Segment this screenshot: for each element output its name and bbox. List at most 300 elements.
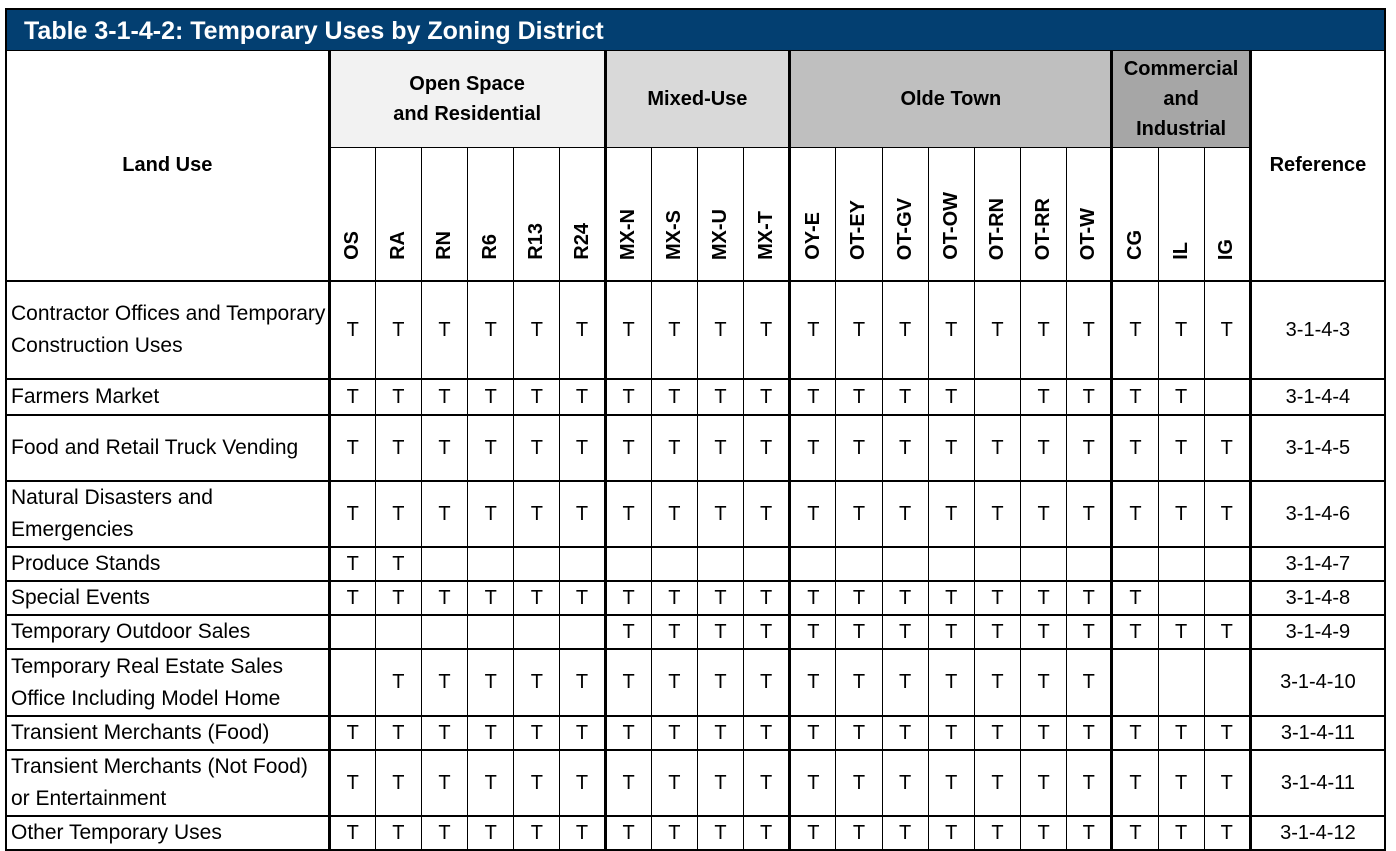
zone-code: R13 xyxy=(525,223,548,260)
permission-cell: T xyxy=(651,649,697,716)
permission-cell: T xyxy=(882,581,928,615)
land-use-cell: Transient Merchants (Food) xyxy=(6,716,329,750)
permission-cell: T xyxy=(468,649,514,716)
reference-cell: 3-1-4-12 xyxy=(1250,816,1385,850)
permission-cell xyxy=(421,615,467,649)
permission-cell: T xyxy=(1021,281,1067,379)
permission-cell: T xyxy=(375,379,421,415)
table-row xyxy=(6,415,1385,481)
permission-cell: T xyxy=(1112,581,1158,615)
permission-cell: T xyxy=(514,716,560,750)
permission-cell: T xyxy=(651,415,697,481)
permission-cell: T xyxy=(651,750,697,816)
permission-cell: T xyxy=(1204,615,1250,649)
permission-cell: T xyxy=(468,281,514,379)
zone-header xyxy=(514,148,560,282)
permission-cell: T xyxy=(605,481,651,547)
permission-cell: T xyxy=(375,816,421,850)
permission-cell: T xyxy=(836,281,882,379)
permission-cell: T xyxy=(928,615,974,649)
permission-cell: T xyxy=(1112,281,1158,379)
permission-cell: T xyxy=(744,281,790,379)
zone-code: MX-U xyxy=(708,208,731,260)
reference-cell: 3-1-4-8 xyxy=(1250,581,1385,615)
permission-cell: T xyxy=(928,415,974,481)
permission-cell: T xyxy=(1067,816,1112,850)
permission-cell: T xyxy=(790,281,836,379)
permission-cell: T xyxy=(697,581,743,615)
group-header-olde-town: Olde Town xyxy=(790,51,1112,148)
permission-cell: T xyxy=(329,281,375,379)
permission-cell: T xyxy=(421,649,467,716)
permission-cell: T xyxy=(1067,281,1112,379)
permission-cell: T xyxy=(882,379,928,415)
permission-cell: T xyxy=(514,415,560,481)
permission-cell: T xyxy=(744,379,790,415)
zone-header xyxy=(1204,148,1250,282)
permission-cell: T xyxy=(1112,750,1158,816)
permission-cell: T xyxy=(744,816,790,850)
permission-cell: T xyxy=(836,716,882,750)
zoning-table-container xyxy=(5,8,1386,844)
permission-cell: T xyxy=(928,379,974,415)
permission-cell: T xyxy=(882,750,928,816)
permission-cell: T xyxy=(375,281,421,379)
zone-header xyxy=(605,148,651,282)
table-row xyxy=(6,379,1385,415)
zone-header xyxy=(329,148,375,282)
permission-cell: T xyxy=(514,649,560,716)
table-row xyxy=(6,649,1385,716)
permission-cell: T xyxy=(375,750,421,816)
reference-cell: 3-1-4-11 xyxy=(1250,750,1385,816)
permission-cell: T xyxy=(605,750,651,816)
reference-header: Reference xyxy=(1250,51,1385,282)
permission-cell xyxy=(1204,547,1250,581)
permission-cell: T xyxy=(928,816,974,850)
permission-cell: T xyxy=(1158,481,1204,547)
permission-cell xyxy=(1158,581,1204,615)
land-use-header: Land Use xyxy=(6,51,329,282)
permission-cell: T xyxy=(836,750,882,816)
permission-cell: T xyxy=(697,750,743,816)
permission-cell: T xyxy=(836,415,882,481)
reference-cell: 3-1-4-11 xyxy=(1250,716,1385,750)
permission-cell: T xyxy=(790,750,836,816)
permission-cell: T xyxy=(560,716,605,750)
land-use-cell: Food and Retail Truck Vending xyxy=(6,415,329,481)
zone-header xyxy=(560,148,605,282)
permission-cell: T xyxy=(605,615,651,649)
permission-cell: T xyxy=(1204,816,1250,850)
permission-cell xyxy=(468,615,514,649)
permission-cell: T xyxy=(605,379,651,415)
land-use-cell: Contractor Offices and Temporary Construction Uses xyxy=(6,281,329,379)
permission-cell xyxy=(421,547,467,581)
temporary-uses-table xyxy=(5,50,1386,851)
permission-cell: T xyxy=(882,615,928,649)
permission-cell: T xyxy=(421,581,467,615)
permission-cell xyxy=(836,547,882,581)
zone-header xyxy=(1158,148,1204,282)
permission-cell: T xyxy=(1021,481,1067,547)
permission-cell: T xyxy=(974,281,1020,379)
zone-code: R24 xyxy=(570,223,593,260)
zone-code: RA xyxy=(386,231,409,260)
zone-header xyxy=(1112,148,1158,282)
permission-cell: T xyxy=(329,415,375,481)
permission-cell xyxy=(744,547,790,581)
permission-cell: T xyxy=(836,649,882,716)
permission-cell: T xyxy=(514,481,560,547)
permission-cell: T xyxy=(744,481,790,547)
reference-cell: 3-1-4-4 xyxy=(1250,379,1385,415)
zone-header xyxy=(882,148,928,282)
reference-cell: 3-1-4-10 xyxy=(1250,649,1385,716)
permission-cell: T xyxy=(560,581,605,615)
permission-cell xyxy=(329,649,375,716)
permission-cell: T xyxy=(1067,716,1112,750)
permission-cell: T xyxy=(744,615,790,649)
zone-header xyxy=(468,148,514,282)
permission-cell: T xyxy=(514,281,560,379)
zone-code: CG xyxy=(1123,230,1146,260)
land-use-cell: Transient Merchants (Not Food) or Entertainment xyxy=(6,750,329,816)
permission-cell: T xyxy=(1112,615,1158,649)
permission-cell: T xyxy=(1021,716,1067,750)
permission-cell: T xyxy=(514,816,560,850)
permission-cell: T xyxy=(1021,750,1067,816)
zone-code: OT-RN xyxy=(985,197,1008,260)
permission-cell: T xyxy=(375,649,421,716)
permission-cell: T xyxy=(560,379,605,415)
permission-cell: T xyxy=(375,547,421,581)
permission-cell: T xyxy=(836,615,882,649)
permission-cell: T xyxy=(375,415,421,481)
table-row xyxy=(6,716,1385,750)
permission-cell: T xyxy=(605,716,651,750)
permission-cell: T xyxy=(1158,750,1204,816)
permission-cell xyxy=(1112,649,1158,716)
permission-cell xyxy=(928,547,974,581)
permission-cell: T xyxy=(651,581,697,615)
zone-header xyxy=(375,148,421,282)
permission-cell: T xyxy=(790,481,836,547)
permission-cell: T xyxy=(697,379,743,415)
permission-cell: T xyxy=(744,649,790,716)
permission-cell xyxy=(329,615,375,649)
permission-cell xyxy=(1067,547,1112,581)
permission-cell: T xyxy=(928,649,974,716)
permission-cell: T xyxy=(697,816,743,850)
permission-cell: T xyxy=(928,581,974,615)
table-body xyxy=(6,281,1385,850)
land-use-cell: Temporary Real Estate Sales Office Including Model Home xyxy=(6,649,329,716)
permission-cell: T xyxy=(790,716,836,750)
reference-cell: 3-1-4-6 xyxy=(1250,481,1385,547)
permission-cell: T xyxy=(790,649,836,716)
permission-cell: T xyxy=(1021,615,1067,649)
permission-cell xyxy=(651,547,697,581)
zone-code: OS xyxy=(341,231,364,260)
permission-cell: T xyxy=(1204,481,1250,547)
zone-header xyxy=(651,148,697,282)
zone-code: OT-GV xyxy=(893,197,916,260)
zone-code: MX-S xyxy=(662,210,685,260)
zone-code: RN xyxy=(433,231,456,260)
land-use-cell: Special Events xyxy=(6,581,329,615)
table-header xyxy=(6,51,1385,282)
permission-cell: T xyxy=(468,816,514,850)
table-row xyxy=(6,615,1385,649)
permission-cell xyxy=(514,547,560,581)
group-header-mixed-use: Mixed-Use xyxy=(605,51,790,148)
permission-cell: T xyxy=(329,379,375,415)
table-row xyxy=(6,816,1385,850)
zone-header xyxy=(744,148,790,282)
permission-cell: T xyxy=(560,281,605,379)
permission-cell: T xyxy=(882,716,928,750)
group-header-commercial-industrial: Commercial and Industrial xyxy=(1112,51,1250,148)
permission-cell: T xyxy=(421,716,467,750)
permission-cell: T xyxy=(1067,750,1112,816)
permission-cell: T xyxy=(1158,816,1204,850)
permission-cell: T xyxy=(836,481,882,547)
permission-cell: T xyxy=(744,415,790,481)
permission-cell: T xyxy=(882,481,928,547)
permission-cell: T xyxy=(1112,379,1158,415)
permission-cell: T xyxy=(651,716,697,750)
land-use-cell: Temporary Outdoor Sales xyxy=(6,615,329,649)
permission-cell: T xyxy=(790,615,836,649)
permission-cell: T xyxy=(560,415,605,481)
permission-cell: T xyxy=(697,281,743,379)
zone-code: OT-EY xyxy=(847,199,870,260)
zone-code: IG xyxy=(1215,238,1238,260)
permission-cell: T xyxy=(1112,816,1158,850)
permission-cell: T xyxy=(421,816,467,850)
reference-cell: 3-1-4-3 xyxy=(1250,281,1385,379)
permission-cell: T xyxy=(651,816,697,850)
permission-cell xyxy=(882,547,928,581)
permission-cell: T xyxy=(697,481,743,547)
permission-cell: T xyxy=(329,581,375,615)
permission-cell: T xyxy=(697,716,743,750)
permission-cell: T xyxy=(1204,281,1250,379)
permission-cell: T xyxy=(928,716,974,750)
permission-cell: T xyxy=(836,816,882,850)
permission-cell xyxy=(1204,581,1250,615)
land-use-cell: Natural Disasters and Emergencies xyxy=(6,481,329,547)
permission-cell: T xyxy=(560,649,605,716)
permission-cell: T xyxy=(836,581,882,615)
land-use-cell: Produce Stands xyxy=(6,547,329,581)
permission-cell: T xyxy=(974,581,1020,615)
permission-cell: T xyxy=(421,281,467,379)
permission-cell: T xyxy=(605,816,651,850)
permission-cell xyxy=(375,615,421,649)
permission-cell: T xyxy=(468,379,514,415)
permission-cell: T xyxy=(1021,816,1067,850)
permission-cell: T xyxy=(1021,649,1067,716)
permission-cell: T xyxy=(744,716,790,750)
zone-header xyxy=(790,148,836,282)
permission-cell: T xyxy=(744,581,790,615)
permission-cell xyxy=(1158,649,1204,716)
zone-code: OT-OW xyxy=(939,192,962,260)
zone-header xyxy=(836,148,882,282)
permission-cell: T xyxy=(421,481,467,547)
permission-cell xyxy=(560,547,605,581)
permission-cell: T xyxy=(974,816,1020,850)
permission-cell xyxy=(974,379,1020,415)
permission-cell xyxy=(605,547,651,581)
permission-cell: T xyxy=(375,716,421,750)
permission-cell: T xyxy=(1204,750,1250,816)
permission-cell: T xyxy=(790,379,836,415)
permission-cell: T xyxy=(974,481,1020,547)
permission-cell: T xyxy=(468,481,514,547)
zone-header xyxy=(697,148,743,282)
permission-cell xyxy=(1158,547,1204,581)
zone-code: R6 xyxy=(479,234,502,260)
permission-cell: T xyxy=(882,816,928,850)
permission-cell: T xyxy=(790,415,836,481)
permission-cell: T xyxy=(790,816,836,850)
permission-cell xyxy=(468,547,514,581)
permission-cell: T xyxy=(697,649,743,716)
permission-cell: T xyxy=(514,581,560,615)
permission-cell: T xyxy=(605,281,651,379)
permission-cell: T xyxy=(882,281,928,379)
permission-cell: T xyxy=(928,281,974,379)
permission-cell: T xyxy=(421,415,467,481)
permission-cell: T xyxy=(1067,615,1112,649)
permission-cell: T xyxy=(514,750,560,816)
permission-cell: T xyxy=(329,816,375,850)
permission-cell: T xyxy=(1112,716,1158,750)
permission-cell xyxy=(1204,649,1250,716)
permission-cell: T xyxy=(697,415,743,481)
permission-cell xyxy=(697,547,743,581)
permission-cell: T xyxy=(329,716,375,750)
zone-code: IL xyxy=(1169,242,1192,260)
permission-cell: T xyxy=(974,615,1020,649)
reference-cell: 3-1-4-9 xyxy=(1250,615,1385,649)
permission-cell: T xyxy=(468,716,514,750)
zone-header xyxy=(421,148,467,282)
permission-cell: T xyxy=(1067,415,1112,481)
table-row xyxy=(6,481,1385,547)
permission-cell: T xyxy=(560,816,605,850)
table-row xyxy=(6,750,1385,816)
permission-cell: T xyxy=(1067,379,1112,415)
zone-code: OY-E xyxy=(801,212,824,260)
table-row xyxy=(6,547,1385,581)
permission-cell: T xyxy=(329,481,375,547)
permission-cell: T xyxy=(468,581,514,615)
reference-cell: 3-1-4-5 xyxy=(1250,415,1385,481)
permission-cell: T xyxy=(1158,379,1204,415)
land-use-cell: Other Temporary Uses xyxy=(6,816,329,850)
permission-cell: T xyxy=(1067,481,1112,547)
permission-cell xyxy=(560,615,605,649)
permission-cell: T xyxy=(882,415,928,481)
permission-cell xyxy=(1204,379,1250,415)
permission-cell: T xyxy=(974,750,1020,816)
permission-cell xyxy=(514,615,560,649)
permission-cell: T xyxy=(514,379,560,415)
permission-cell: T xyxy=(836,379,882,415)
permission-cell: T xyxy=(1158,716,1204,750)
permission-cell: T xyxy=(329,547,375,581)
permission-cell: T xyxy=(560,481,605,547)
zone-header xyxy=(1067,148,1112,282)
zone-code: OT-W xyxy=(1077,207,1100,260)
zone-header xyxy=(928,148,974,282)
table-row xyxy=(6,581,1385,615)
permission-cell xyxy=(974,547,1020,581)
permission-cell: T xyxy=(375,581,421,615)
permission-cell: T xyxy=(928,481,974,547)
permission-cell: T xyxy=(1067,581,1112,615)
permission-cell: T xyxy=(375,481,421,547)
group-header-open-space-residential: Open Space and Residential xyxy=(329,51,605,148)
permission-cell: T xyxy=(605,581,651,615)
permission-cell: T xyxy=(329,750,375,816)
permission-cell: T xyxy=(1021,581,1067,615)
table-row xyxy=(6,281,1385,379)
permission-cell: T xyxy=(560,750,605,816)
permission-cell: T xyxy=(882,649,928,716)
zone-code: MX-N xyxy=(617,208,640,260)
permission-cell: T xyxy=(468,415,514,481)
permission-cell: T xyxy=(421,750,467,816)
permission-cell: T xyxy=(697,615,743,649)
permission-cell: T xyxy=(1204,716,1250,750)
zone-code: MX-T xyxy=(754,211,777,260)
reference-cell: 3-1-4-7 xyxy=(1250,547,1385,581)
zone-header xyxy=(1021,148,1067,282)
permission-cell: T xyxy=(605,649,651,716)
permission-cell: T xyxy=(974,415,1020,481)
permission-cell: T xyxy=(790,581,836,615)
permission-cell: T xyxy=(651,481,697,547)
permission-cell: T xyxy=(1067,649,1112,716)
permission-cell: T xyxy=(1021,379,1067,415)
permission-cell xyxy=(790,547,836,581)
permission-cell: T xyxy=(1158,615,1204,649)
permission-cell xyxy=(1021,547,1067,581)
permission-cell: T xyxy=(744,750,790,816)
permission-cell: T xyxy=(928,750,974,816)
permission-cell: T xyxy=(1112,415,1158,481)
permission-cell: T xyxy=(974,649,1020,716)
permission-cell xyxy=(1112,547,1158,581)
permission-cell: T xyxy=(1158,415,1204,481)
land-use-cell: Farmers Market xyxy=(6,379,329,415)
permission-cell: T xyxy=(651,379,697,415)
permission-cell: T xyxy=(974,716,1020,750)
permission-cell: T xyxy=(1158,281,1204,379)
zone-code: OT-RR xyxy=(1032,197,1055,260)
permission-cell: T xyxy=(468,750,514,816)
permission-cell: T xyxy=(651,615,697,649)
permission-cell: T xyxy=(605,415,651,481)
permission-cell: T xyxy=(1204,415,1250,481)
permission-cell: T xyxy=(1021,415,1067,481)
permission-cell: T xyxy=(1112,481,1158,547)
